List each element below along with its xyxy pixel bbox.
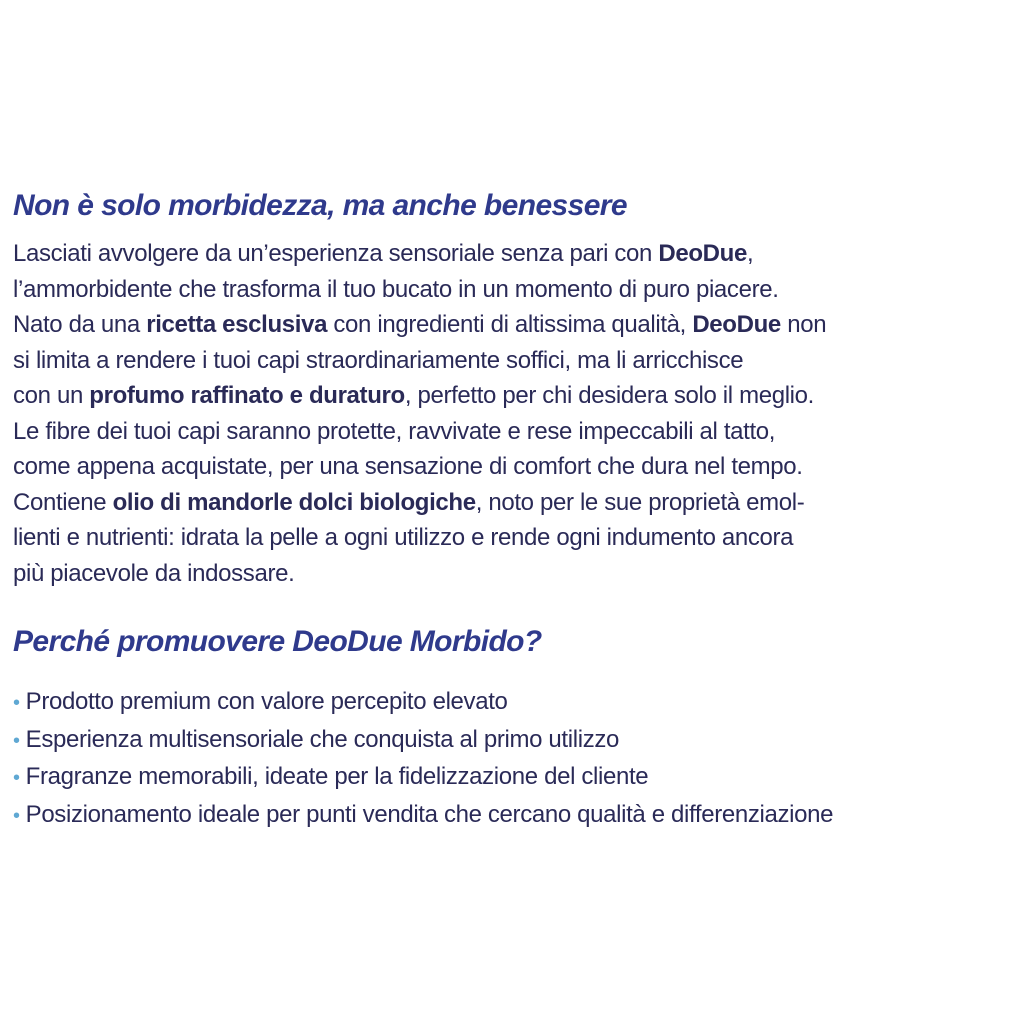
text-segment: Lasciati avvolgere da un’esperienza sensoriale senza pari con [13,240,659,267]
benefits-list [13,684,1013,834]
bullet-icon: • [13,692,20,714]
text-segment: con ingredienti di altissima qualità, [327,311,693,338]
bold-highlight: ricetta esclusiva [146,311,328,338]
paragraph-line [13,236,1013,272]
benefit-text: Prodotto premium con valore percepito elevato [25,688,508,715]
text-segment: Nato da una [13,311,147,338]
text-segment: con un [13,382,90,409]
bullet-icon: • [13,804,20,827]
text-segment: come appena acquistate, per una sensazione di comfort che dura nel tempo. [13,453,803,480]
text-segment: , perfetto per chi desidera solo il meglio. [404,382,814,409]
paragraph-line [13,520,1013,556]
section-title-why-promote: Perché promuovere DeoDue Morbido? [13,625,542,658]
benefit-item [13,684,1013,722]
text-segment: non [780,311,827,338]
bold-highlight: profumo raffinato e duraturo [89,382,405,409]
text-segment: si limita a rendere i tuoi capi straordinariamente soffici, ma li arricchisce [13,346,744,374]
paragraph-line [13,414,1013,450]
description-paragraph [13,236,1013,591]
paragraph-line [13,485,1013,521]
text-segment: Contiene [13,488,113,516]
text-segment: più piacevole da indossare. [13,559,295,587]
paragraph-line [13,307,1013,343]
text-segment: , noto per le sue proprietà emol- [475,488,805,516]
paragraph-line [13,272,1013,308]
text-segment: Le fibre dei tuoi capi saranno protette, ravvivate e rese impeccabili al tatto, [13,417,776,445]
benefit-text: Posizionamento ideale per punti vendita che cercano qualità e differenziazione [25,800,834,828]
benefit-item [13,797,1013,835]
paragraph-line [13,378,1013,414]
paragraph-line [13,449,1013,485]
bullet-icon: • [13,767,20,789]
benefit-item [13,722,1013,760]
bullet-icon: • [13,729,20,752]
bold-highlight: DeoDue [658,240,747,267]
text-segment: l’ammorbidente che trasforma il tuo bucato in un momento di puro piacere. [13,275,779,303]
bold-highlight: olio di mandorle dolci biologiche [112,488,476,516]
paragraph-line [13,343,1013,379]
bold-highlight: DeoDue [692,311,781,338]
benefit-item [13,759,1013,797]
text-segment: lienti e nutrienti: idrata la pelle a ogni utilizzo e rende ogni indumento ancora [13,524,794,551]
section-title-wellbeing: Non è solo morbidezza, ma anche benessere [13,189,627,222]
text-segment: , [746,240,754,267]
benefit-text: Esperienza multisensoriale che conquista al primo utilizzo [25,725,619,753]
paragraph-line [13,556,1013,592]
product-description [13,180,1013,834]
benefit-text: Fragranze memorabili, ideate per la fidelizzazione del cliente [25,763,649,790]
